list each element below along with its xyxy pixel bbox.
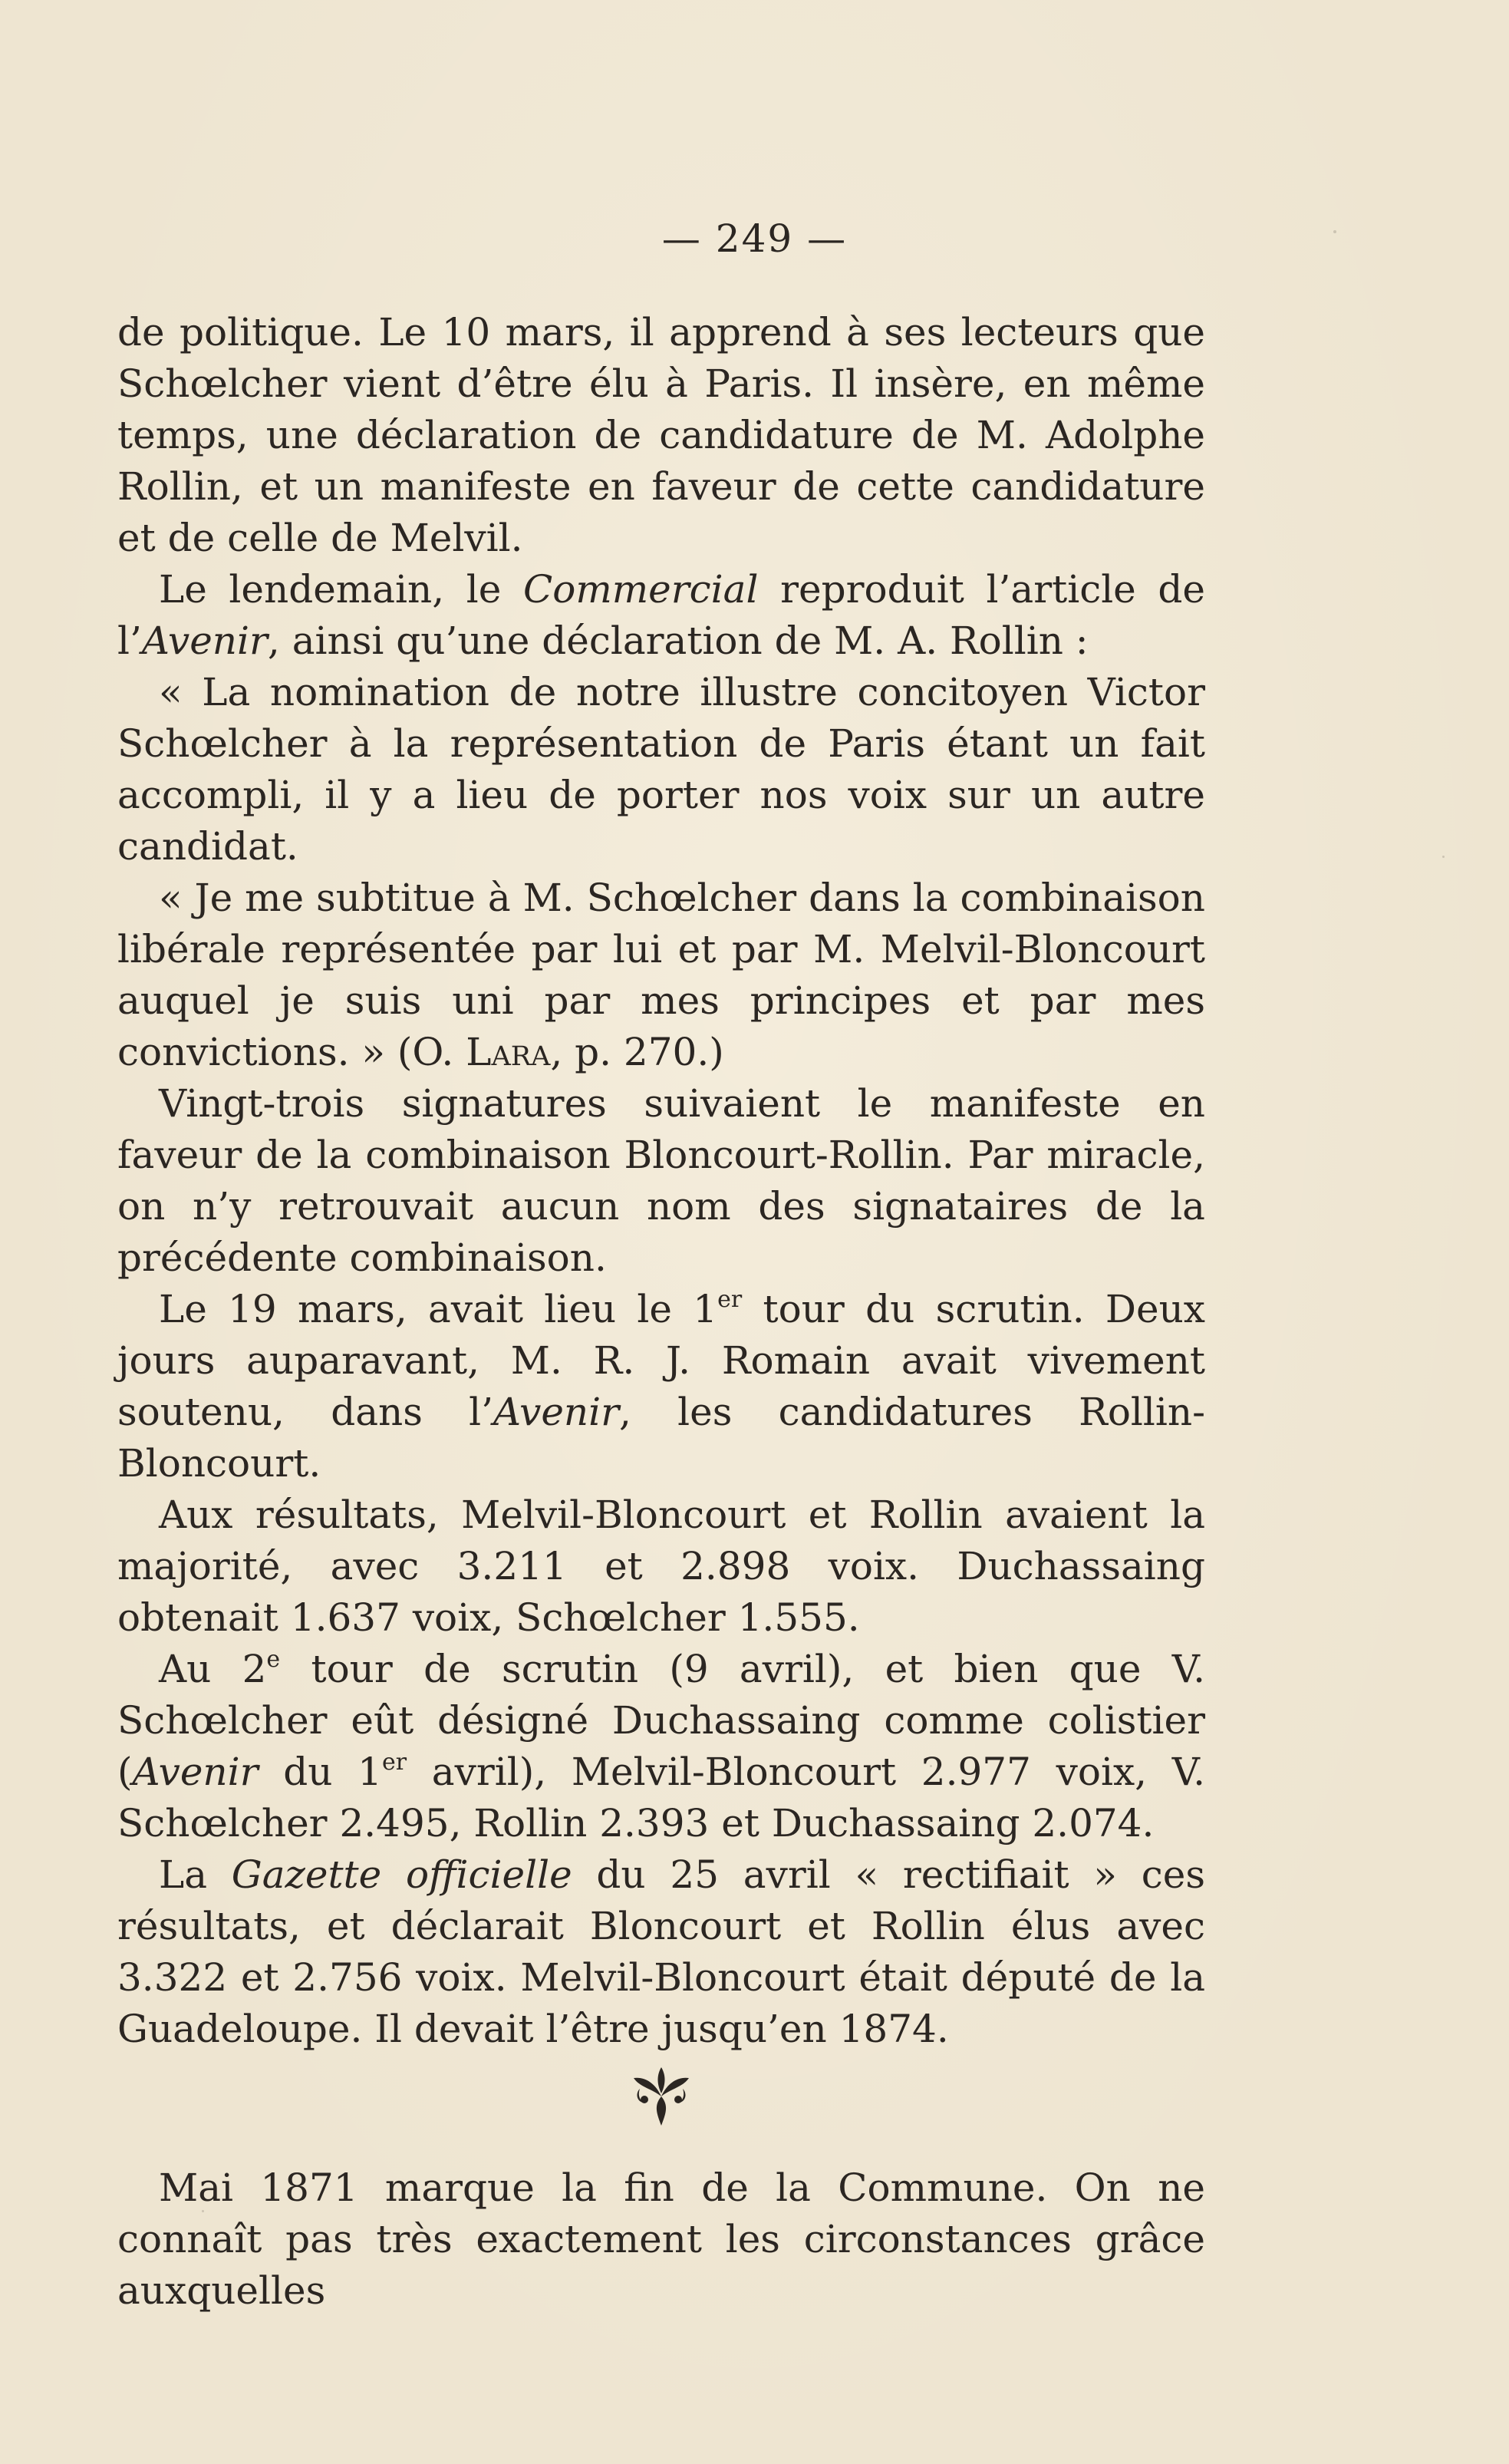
text-run-smallcaps: Lara [466, 1030, 551, 1074]
text-run: , les candidatures Rollin-Bloncourt. [117, 1390, 1205, 1486]
text-run: tour du scrutin. Deux jours auparavant, M. R. J. Romain avait vivement soutenu, dans l’ [117, 1287, 1205, 1434]
text-run: , ainsi qu’une déclaration de M. A. Rollin : [267, 618, 1089, 663]
paragraph-p2 [117, 564, 1205, 667]
text-run: Aux résultats, Melvil-Bloncourt et Rollin avaient la majorité, avec 3.211 et 2.898 voix. Duchassaing obtenait 1.637 voix, Schœlcher 1.555. [117, 1493, 1205, 1640]
paragraph-p4 [117, 872, 1205, 1078]
text-run: , p. 270.) [550, 1030, 724, 1074]
paragraph-p10 [117, 2162, 1205, 2317]
text-run: « Je me subtitue à M. Schœlcher dans la combinaison libérale représentée par lui et par M. Melvil-Bloncourt auquel je suis uni par mes principes et par mes convictions. » (O. [117, 876, 1205, 1074]
text-run: Mai 1871 marque la fin de la Commune. On ne connaît pas très exactement les circonstances grâce auxquelles [117, 2165, 1205, 2313]
paper-speck [1333, 230, 1336, 233]
text-run: tour de scrutin (9 avril), et bien que V. Schœlcher eût désigné Duchassaing comme colistier ( [117, 1647, 1205, 1794]
paragraph-p3 [117, 667, 1205, 872]
text-run: Vingt-trois signatures suivaient le manifeste en faveur de la combinaison Bloncourt-Rollin. Par miracle, on n’y retrouvait aucun nom des signataires de la précédente combinaison. [117, 1081, 1205, 1280]
section-ornament [117, 2055, 1205, 2162]
text-run: « La nomination de notre illustre concitoyen Victor Schœlcher à la représentation de Paris étant un fait accompli, il y a lieu de porter nos voix sur un autre candidat. [117, 670, 1205, 869]
text-run: de politique. Le 10 mars, il apprend à ses lecteurs que Schœlcher vient d’être élu à Paris. Il insère, en même temps, une déclaration de candidature de M. Adolphe Rollin, et un manifeste en faveur de cette candidature et de celle de Melvil. [117, 310, 1205, 560]
text-run: La [159, 1852, 232, 1897]
text-run: reproduit l’article de l’ [117, 567, 1205, 663]
paragraph-p6 [117, 1284, 1205, 1489]
paragraph-p7 [117, 1489, 1205, 1644]
text-run-sup: e [266, 1646, 281, 1673]
text-run-sup: er [381, 1749, 407, 1776]
body-text [117, 307, 1205, 2317]
text-run-italic: Commercial [522, 567, 759, 612]
text-run: avril), Melvil-Bloncourt 2.977 voix, V. Schœlcher 2.495, Rollin 2.393 et Duchassaing 2.074. [117, 1750, 1206, 1846]
fleuron-icon [629, 2066, 694, 2127]
text-run-italic: Avenir [493, 1390, 620, 1434]
text-run: Au 2 [159, 1647, 267, 1691]
text-run-sup: er [717, 1286, 743, 1313]
paper-speck [202, 2210, 204, 2212]
text-run-italic: Avenir [141, 618, 268, 663]
paragraph-p5 [117, 1078, 1205, 1284]
text-run-italic: Avenir [132, 1750, 259, 1794]
text-run: du 25 avril « rectifiait » ces résultats, et déclarait Bloncourt et Rollin élus avec 3.322 et 2.756 voix. Melvil-Bloncourt était député de la Guadeloupe. Il devait l’être jusqu’en 1874. [117, 1852, 1205, 2051]
paper-speck [930, 1765, 932, 1767]
text-run: Le 19 mars, avait lieu le 1 [159, 1287, 718, 1331]
paragraph-p1 [117, 307, 1205, 564]
paragraph-p9 [117, 1849, 1205, 2055]
text-run: Le lendemain, le [159, 567, 523, 612]
paper-speck [1442, 856, 1445, 858]
paragraph-p8 [117, 1644, 1205, 1849]
page-number: — 249 — [661, 216, 848, 261]
text-run-italic: Gazette officielle [231, 1852, 572, 1897]
text-run: du 1 [258, 1750, 382, 1794]
